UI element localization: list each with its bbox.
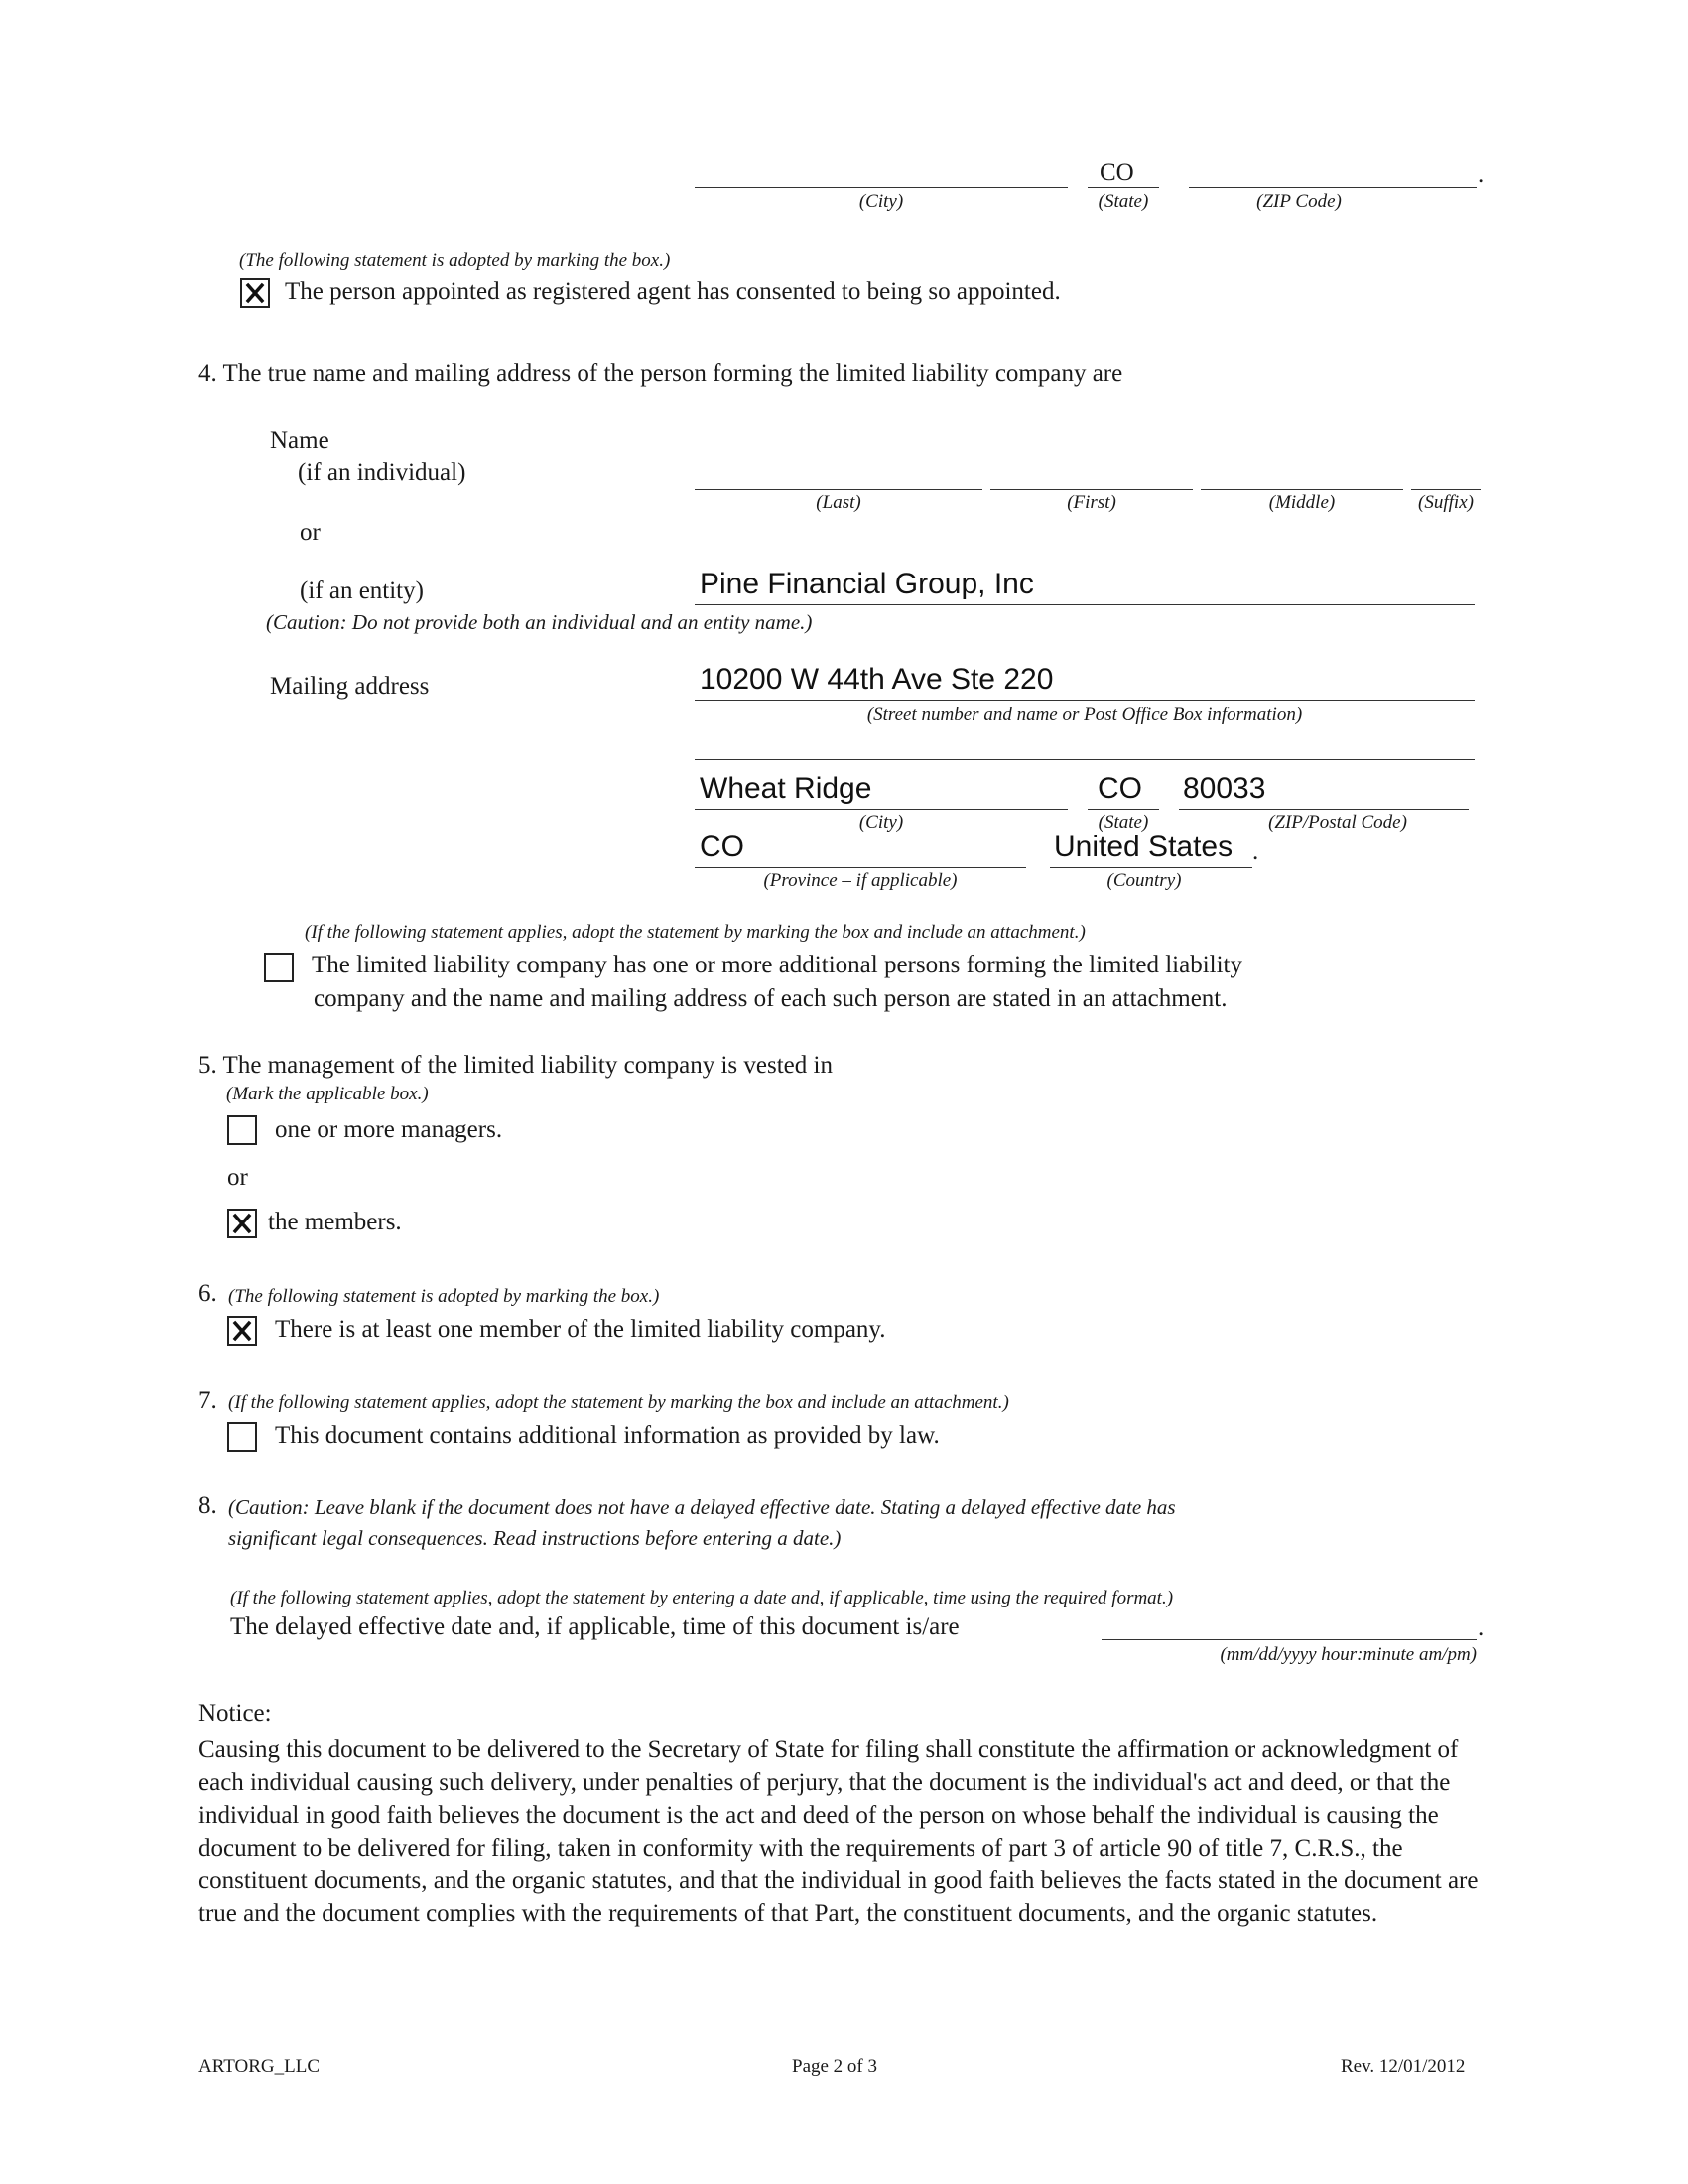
agent-zip-line[interactable] xyxy=(1189,187,1477,188)
members-label: the members. xyxy=(268,1209,402,1235)
entity-value: Pine Financial Group, Inc xyxy=(700,568,1034,600)
state-caption: (State) xyxy=(1098,812,1149,833)
street-caption: (Street number and name or Post Office Box information) xyxy=(866,705,1303,725)
section-4-heading: 4. The true name and mailing address of the person forming the limited liability company are xyxy=(198,360,1123,387)
suffix-line[interactable] xyxy=(1411,489,1481,490)
province-caption: (Province – if applicable) xyxy=(763,870,958,891)
additional-info-text: This document contains additional information as provided by law. xyxy=(275,1422,940,1449)
agent-zip-caption: (ZIP Code) xyxy=(1256,192,1342,212)
footer-form-id: ARTORG_LLC xyxy=(198,2056,321,2077)
section-8-caution-2: significant legal consequences. Read instructions before entering a date.) xyxy=(228,1526,842,1550)
agent-state-value: CO xyxy=(1100,159,1134,186)
check-x-icon xyxy=(229,1211,255,1236)
state-line[interactable] xyxy=(1088,809,1159,810)
notice-body: Causing this document to be delivered to the Secretary of State for filing shall constitute the affirmation or acknowledgment of each individual causing such delivery, under penalties of perjury, that the document is the individual's act and deed, or that the individual in good faith believes the document is the act and deed of the person on whose behalf the individual is causing the document to be delivered for filing, taken in conformity with the requirements of part 3 of article 90 of title 7, C.R.S., the constituent documents, and the organic statutes, and that the individual in good faith believes the facts stated in the document are true and the document complies with the requirements of that Part, the constituent documents, and the organic statutes. xyxy=(198,1736,1479,1927)
last-caption: (Last) xyxy=(816,492,861,513)
first-caption: (First) xyxy=(1067,492,1116,513)
if-entity-label: (if an entity) xyxy=(300,578,424,604)
country-period: . xyxy=(1252,838,1259,865)
additional-info-checkbox[interactable] xyxy=(227,1422,257,1452)
managers-checkbox[interactable] xyxy=(227,1115,257,1145)
state-value: CO xyxy=(1098,772,1142,805)
consent-note: (The following statement is adopted by marking the box.) xyxy=(239,250,671,271)
zip-value: 80033 xyxy=(1183,772,1266,805)
agent-state-line[interactable] xyxy=(1088,187,1159,188)
zip-line[interactable] xyxy=(1179,809,1469,810)
section-7-number: 7. xyxy=(198,1387,217,1414)
section-5-note: (Mark the applicable box.) xyxy=(226,1084,429,1104)
first-name-line[interactable] xyxy=(990,489,1193,490)
if-individual-label: (if an individual) xyxy=(298,459,466,486)
check-x-icon xyxy=(229,1318,255,1344)
agent-city-caption: (City) xyxy=(858,192,904,212)
consent-text: The person appointed as registered agent has consented to being so appointed. xyxy=(285,278,1061,305)
notice-title: Notice: xyxy=(198,1700,272,1727)
street-line[interactable] xyxy=(695,700,1475,701)
additional-persons-text-2: company and the name and mailing address of each such person are stated in an attachment. xyxy=(314,985,1228,1012)
middle-name-line[interactable] xyxy=(1201,489,1403,490)
delayed-date-format-caption: (mm/dd/yyyy hour:minute am/pm) xyxy=(1220,1644,1477,1665)
mailing-address-label: Mailing address xyxy=(270,673,430,700)
last-name-line[interactable] xyxy=(695,489,982,490)
country-line[interactable] xyxy=(1050,867,1252,868)
consent-checkbox[interactable] xyxy=(240,278,270,308)
city-caption: (City) xyxy=(858,812,904,833)
section-8-number: 8. xyxy=(198,1492,217,1519)
city-line[interactable] xyxy=(695,809,1068,810)
country-caption: (Country) xyxy=(1106,870,1182,891)
additional-persons-checkbox[interactable] xyxy=(264,953,294,982)
section-7-note: (If the following statement applies, adopt the statement by marking the box and include an attachment.) xyxy=(228,1392,1009,1413)
check-x-icon xyxy=(242,280,268,306)
street-line-2[interactable] xyxy=(695,759,1475,760)
agent-city-line[interactable] xyxy=(695,187,1068,188)
managers-label: one or more managers. xyxy=(275,1116,503,1143)
section-6-number: 6. xyxy=(198,1280,217,1307)
members-checkbox[interactable] xyxy=(227,1209,257,1238)
section-8-caution-1: (Caution: Leave blank if the document does not have a delayed effective date. Stating a delayed effective date has xyxy=(228,1495,1176,1519)
country-value: United States xyxy=(1054,831,1234,863)
entity-line[interactable] xyxy=(695,604,1475,605)
delayed-date-text: The delayed effective date and, if applicable, time of this document is/are xyxy=(230,1613,960,1640)
member-statement-checkbox[interactable] xyxy=(227,1316,257,1346)
suffix-caption: (Suffix) xyxy=(1418,492,1474,513)
agent-state-caption: (State) xyxy=(1098,192,1149,212)
caution-note: (Caution: Do not provide both an individual and an entity name.) xyxy=(266,610,813,634)
member-statement-text: There is at least one member of the limited liability company. xyxy=(275,1316,886,1343)
agent-zip-period: . xyxy=(1478,161,1485,188)
additional-persons-text-1: The limited liability company has one or more additional persons forming the limited liability xyxy=(312,952,1243,978)
province-value: CO xyxy=(700,831,744,863)
zip-caption: (ZIP/Postal Code) xyxy=(1268,812,1407,833)
or-label-management: or xyxy=(227,1164,248,1191)
delayed-date-period: . xyxy=(1478,1614,1485,1641)
province-line[interactable] xyxy=(695,867,1026,868)
street-value: 10200 W 44th Ave Ste 220 xyxy=(700,663,1054,696)
or-label-individual: or xyxy=(300,519,321,546)
footer-page-number: Page 2 of 3 xyxy=(792,2056,878,2077)
section-6-note: (The following statement is adopted by marking the box.) xyxy=(228,1286,660,1307)
middle-caption: (Middle) xyxy=(1268,492,1336,513)
name-label: Name xyxy=(270,427,329,453)
section-8-note: (If the following statement applies, adopt the statement by entering a date and, if applicable, time using the required format.) xyxy=(230,1588,1174,1608)
section-5-heading: 5. The management of the limited liability company is vested in xyxy=(198,1052,833,1079)
footer-revision: Rev. 12/01/2012 xyxy=(1341,2056,1466,2077)
city-value: Wheat Ridge xyxy=(700,772,872,805)
delayed-date-line[interactable] xyxy=(1102,1639,1477,1640)
additional-persons-note: (If the following statement applies, adopt the statement by marking the box and include an attachment.) xyxy=(305,922,1086,943)
